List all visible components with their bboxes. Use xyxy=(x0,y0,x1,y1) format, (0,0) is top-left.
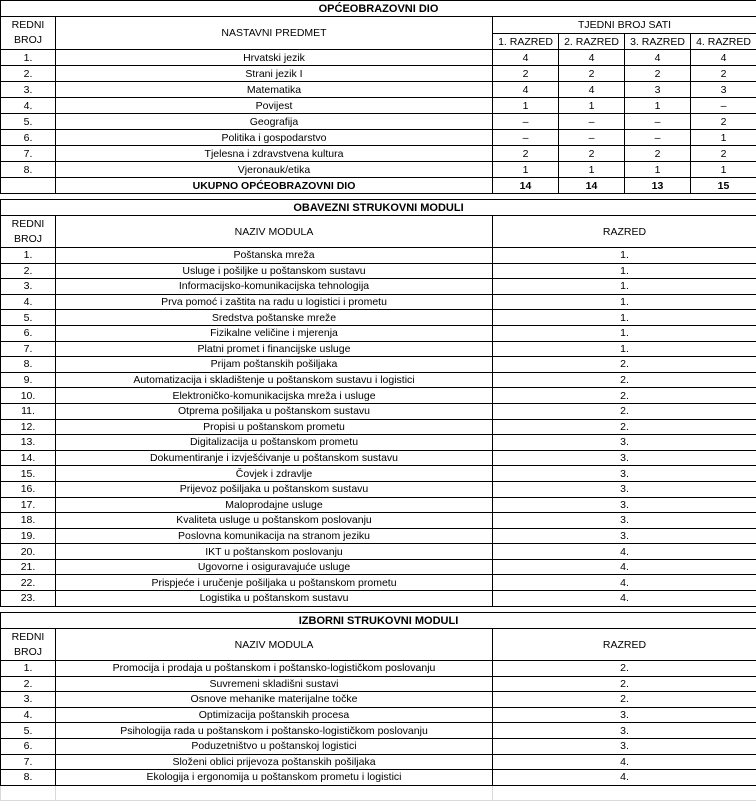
hours-grade-2: 4 xyxy=(559,82,625,98)
module-name: Digitalizacija u poštanskom prometu xyxy=(56,435,493,451)
row-number: 8. xyxy=(1,770,56,786)
module-grade: 2. xyxy=(493,388,756,404)
module-grade: 4. xyxy=(493,770,756,786)
subject-name: Strani jezik I xyxy=(56,66,493,82)
row-number: 5. xyxy=(1,723,56,739)
module-name: Maloprodajne usluge xyxy=(56,497,493,513)
row-number: 19. xyxy=(1,528,56,544)
table-row xyxy=(1,114,756,130)
table-row xyxy=(1,450,756,466)
module-name: Prispjeće i uručenje pošiljaka u poštanskom prometu xyxy=(56,575,493,591)
row-number: 4. xyxy=(1,707,56,723)
hours-grade-4: 1 xyxy=(691,130,756,146)
module-name: Poduzetništvo u poštanskoj logistici xyxy=(56,738,493,754)
table-row xyxy=(1,279,756,295)
hours-grade-2: – xyxy=(559,130,625,146)
module-name: Kvaliteta usluge u poštanskom poslovanju xyxy=(56,513,493,529)
module-grade: 2. xyxy=(493,692,756,708)
subject-name: Politika i gospodarstvo xyxy=(56,130,493,146)
row-number: 4. xyxy=(1,294,56,310)
col-header-number: REDNI BROJ xyxy=(1,629,56,661)
row-number: 10. xyxy=(1,388,56,404)
hours-grade-1: 1 xyxy=(493,162,559,178)
module-grade: 3. xyxy=(493,497,756,513)
hours-grade-1: 2 xyxy=(493,146,559,162)
total-grade-4: 15 xyxy=(691,178,756,194)
module-grade: 4. xyxy=(493,559,756,575)
total-label: UKUPNO OPĆEOBRAZOVNI DIO xyxy=(56,178,493,194)
table-row xyxy=(1,544,756,560)
module-grade: 1. xyxy=(493,294,756,310)
row-number: 8. xyxy=(1,357,56,373)
total-grade-2: 14 xyxy=(559,178,625,194)
table-row xyxy=(1,372,756,388)
table-row xyxy=(1,661,756,677)
row-number: 11. xyxy=(1,403,56,419)
general-education-table xyxy=(0,0,756,194)
module-name: Poslovna komunikacija na stranom jeziku xyxy=(56,528,493,544)
table-row xyxy=(1,738,756,754)
col-header-grade-3: 3. RAZRED xyxy=(625,34,691,50)
row-number: 7. xyxy=(1,754,56,770)
row-number: 17. xyxy=(1,497,56,513)
hours-grade-1: 4 xyxy=(493,82,559,98)
table-row xyxy=(1,357,756,373)
hours-grade-2: 4 xyxy=(559,50,625,66)
hours-grade-4: 2 xyxy=(691,114,756,130)
hours-grade-1: 4 xyxy=(493,50,559,66)
module-name: Suvremeni skladišni sustavi xyxy=(56,676,493,692)
hours-grade-3: 2 xyxy=(625,146,691,162)
hours-grade-2: 1 xyxy=(559,162,625,178)
subject-name: Matematika xyxy=(56,82,493,98)
row-number: 20. xyxy=(1,544,56,560)
col-header-grade-1: 1. RAZRED xyxy=(493,34,559,50)
row-number: 3. xyxy=(1,279,56,295)
empty-cell xyxy=(1,785,56,801)
module-name: Prijam poštanskih pošiljaka xyxy=(56,357,493,373)
module-grade: 1. xyxy=(493,341,756,357)
mandatory-modules-table xyxy=(0,199,756,607)
module-grade: 3. xyxy=(493,466,756,482)
table-row xyxy=(1,66,756,82)
module-grade: 3. xyxy=(493,513,756,529)
table-row xyxy=(1,162,756,178)
table-row xyxy=(1,513,756,529)
table-row xyxy=(1,770,756,786)
table-row xyxy=(1,497,756,513)
row-number: 2. xyxy=(1,66,56,82)
hours-grade-3: 4 xyxy=(625,50,691,66)
module-grade: 4. xyxy=(493,575,756,591)
module-grade: 4. xyxy=(493,544,756,560)
col-header-number: REDNI BROJ xyxy=(1,17,56,50)
row-number: 7. xyxy=(1,341,56,357)
table-row xyxy=(1,325,756,341)
table-row xyxy=(1,98,756,114)
subject-name: Povijest xyxy=(56,98,493,114)
hours-grade-1: – xyxy=(493,114,559,130)
table-row xyxy=(1,248,756,264)
hours-grade-3: – xyxy=(625,130,691,146)
elective-section-title: IZBORNI STRUKOVNI MODULI xyxy=(1,613,756,629)
row-number: 5. xyxy=(1,114,56,130)
row-number: 5. xyxy=(1,310,56,326)
row-number: 13. xyxy=(1,435,56,451)
row-number: 18. xyxy=(1,513,56,529)
module-name: Otprema pošiljaka u poštanskom sustavu xyxy=(56,403,493,419)
col-header-grade-2: 2. RAZRED xyxy=(559,34,625,50)
row-number: 12. xyxy=(1,419,56,435)
table-row xyxy=(1,575,756,591)
row-number: 3. xyxy=(1,82,56,98)
module-name: Promocija i prodaja u poštanskom i poštansko-logističkom poslovanju xyxy=(56,661,493,677)
general-section-title: OPĆEOBRAZOVNI DIO xyxy=(1,1,756,17)
row-number: 23. xyxy=(1,591,56,607)
col-header-module: NAZIV MODULA xyxy=(56,629,493,661)
module-grade: 1. xyxy=(493,310,756,326)
mandatory-section-title: OBAVEZNI STRUKOVNI MODULI xyxy=(1,200,756,216)
subject-name: Geografija xyxy=(56,114,493,130)
module-name: Prijevoz pošiljaka u poštanskom sustavu xyxy=(56,481,493,497)
row-number: 1. xyxy=(1,248,56,264)
hours-grade-3: 1 xyxy=(625,162,691,178)
hours-grade-2: 2 xyxy=(559,146,625,162)
module-grade: 3. xyxy=(493,435,756,451)
empty-row xyxy=(1,785,756,801)
row-number: 1. xyxy=(1,661,56,677)
module-name: Informacijsko-komunikacijska tehnologija xyxy=(56,279,493,295)
module-name: IKT u poštanskom poslovanju xyxy=(56,544,493,560)
table-row xyxy=(1,388,756,404)
hours-grade-3: 2 xyxy=(625,66,691,82)
module-name: Propisi u poštanskom prometu xyxy=(56,419,493,435)
table-row xyxy=(1,754,756,770)
module-name: Automatizacija i skladištenje u poštanskom sustavu i logistici xyxy=(56,372,493,388)
total-grade-3: 13 xyxy=(625,178,691,194)
row-number: 16. xyxy=(1,481,56,497)
row-number: 4. xyxy=(1,98,56,114)
hours-grade-1: 2 xyxy=(493,66,559,82)
module-name: Platni promet i financijske usluge xyxy=(56,341,493,357)
module-grade: 3. xyxy=(493,738,756,754)
module-name: Osnove mehanike materijalne točke xyxy=(56,692,493,708)
module-name: Složeni oblici prijevoza poštanskih pošiljaka xyxy=(56,754,493,770)
hours-grade-4: 4 xyxy=(691,50,756,66)
hours-grade-4: – xyxy=(691,98,756,114)
module-name: Dokumentiranje i izvješćivanje u poštanskom sustavu xyxy=(56,450,493,466)
module-name: Logistika u poštanskom sustavu xyxy=(56,591,493,607)
total-spacer xyxy=(1,178,56,194)
subject-name: Tjelesna i zdravstvena kultura xyxy=(56,146,493,162)
table-row xyxy=(1,263,756,279)
table-row xyxy=(1,294,756,310)
table-row xyxy=(1,130,756,146)
table-row xyxy=(1,481,756,497)
table-row xyxy=(1,146,756,162)
module-grade: 3. xyxy=(493,723,756,739)
row-number: 8. xyxy=(1,162,56,178)
module-name: Fizikalne veličine i mjerenja xyxy=(56,325,493,341)
empty-cell xyxy=(493,785,756,801)
row-number: 14. xyxy=(1,450,56,466)
row-number: 9. xyxy=(1,372,56,388)
table-row xyxy=(1,723,756,739)
module-grade: 1. xyxy=(493,263,756,279)
hours-grade-2: 1 xyxy=(559,98,625,114)
module-grade: 1. xyxy=(493,248,756,264)
table-row xyxy=(1,528,756,544)
hours-grade-1: 1 xyxy=(493,98,559,114)
module-name: Ugovorne i osiguravajuće usluge xyxy=(56,559,493,575)
module-name: Psihologija rada u poštanskom i poštansko-logističkom poslovanju xyxy=(56,723,493,739)
col-header-grade: RAZRED xyxy=(493,629,756,661)
module-name: Sredstva poštanske mreže xyxy=(56,310,493,326)
module-grade: 4. xyxy=(493,754,756,770)
module-name: Čovjek i zdravlje xyxy=(56,466,493,482)
col-header-number: REDNI BROJ xyxy=(1,216,56,248)
table-row xyxy=(1,419,756,435)
col-header-subject: NASTAVNI PREDMET xyxy=(56,17,493,50)
table-row xyxy=(1,82,756,98)
row-number: 3. xyxy=(1,692,56,708)
module-name: Prva pomoć i zaštita na radu u logistici i prometu xyxy=(56,294,493,310)
hours-grade-3: 1 xyxy=(625,98,691,114)
module-name: Ekologija i ergonomija u poštanskom prometu i logistici xyxy=(56,770,493,786)
table-row xyxy=(1,310,756,326)
col-header-weekly-hours: TJEDNI BROJ SATI xyxy=(493,17,756,34)
row-number: 7. xyxy=(1,146,56,162)
table-row xyxy=(1,403,756,419)
empty-cell xyxy=(56,785,493,801)
module-grade: 3. xyxy=(493,481,756,497)
module-grade: 2. xyxy=(493,357,756,373)
table-row xyxy=(1,466,756,482)
hours-grade-3: 3 xyxy=(625,82,691,98)
hours-grade-4: 2 xyxy=(691,146,756,162)
hours-grade-4: 2 xyxy=(691,66,756,82)
module-grade: 3. xyxy=(493,528,756,544)
hours-grade-2: 2 xyxy=(559,66,625,82)
module-grade: 4. xyxy=(493,591,756,607)
row-number: 21. xyxy=(1,559,56,575)
table-row xyxy=(1,559,756,575)
row-number: 6. xyxy=(1,738,56,754)
hours-grade-3: – xyxy=(625,114,691,130)
row-number: 1. xyxy=(1,50,56,66)
hours-grade-4: 3 xyxy=(691,82,756,98)
row-number: 2. xyxy=(1,263,56,279)
table-row xyxy=(1,692,756,708)
table-row xyxy=(1,435,756,451)
module-grade: 1. xyxy=(493,325,756,341)
subject-name: Vjeronauk/etika xyxy=(56,162,493,178)
row-number: 22. xyxy=(1,575,56,591)
col-header-grade-4: 4. RAZRED xyxy=(691,34,756,50)
module-grade: 2. xyxy=(493,372,756,388)
module-name: Poštanska mreža xyxy=(56,248,493,264)
hours-grade-4: 1 xyxy=(691,162,756,178)
module-grade: 3. xyxy=(493,450,756,466)
row-number: 15. xyxy=(1,466,56,482)
subject-name: Hrvatski jezik xyxy=(56,50,493,66)
hours-grade-1: – xyxy=(493,130,559,146)
module-name: Usluge i pošiljke u poštanskom sustavu xyxy=(56,263,493,279)
module-grade: 2. xyxy=(493,661,756,677)
module-grade: 2. xyxy=(493,403,756,419)
total-grade-1: 14 xyxy=(493,178,559,194)
table-row xyxy=(1,591,756,607)
module-name: Elektroničko-komunikacijska mreža i usluge xyxy=(56,388,493,404)
module-grade: 2. xyxy=(493,419,756,435)
module-grade: 1. xyxy=(493,279,756,295)
table-row xyxy=(1,676,756,692)
table-row xyxy=(1,341,756,357)
row-number: 6. xyxy=(1,325,56,341)
module-grade: 2. xyxy=(493,676,756,692)
table-row xyxy=(1,707,756,723)
table-row xyxy=(1,50,756,66)
col-header-grade: RAZRED xyxy=(493,216,756,248)
elective-modules-table xyxy=(0,612,756,801)
col-header-module: NAZIV MODULA xyxy=(56,216,493,248)
row-number: 6. xyxy=(1,130,56,146)
row-number: 2. xyxy=(1,676,56,692)
module-grade: 3. xyxy=(493,707,756,723)
hours-grade-2: – xyxy=(559,114,625,130)
module-name: Optimizacija poštanskih procesa xyxy=(56,707,493,723)
